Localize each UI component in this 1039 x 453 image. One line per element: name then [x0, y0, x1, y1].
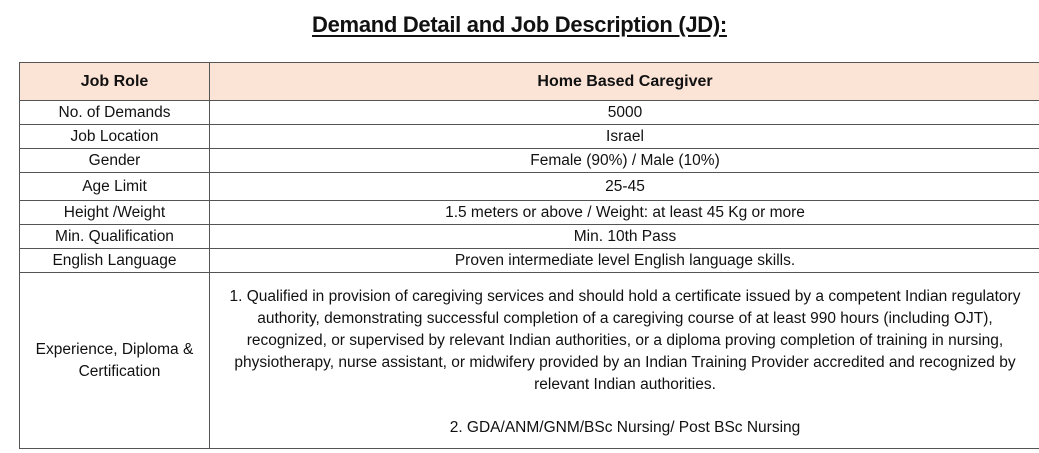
experience-item-2: 2. GDA/ANM/GNM/BSc Nursing/ Post BSc Nursing — [449, 419, 801, 436]
experience-label-line2: Certification — [78, 362, 161, 380]
row-value: Proven intermediate level English language skills. — [210, 249, 1039, 273]
row-value: 25-45 — [210, 173, 1039, 201]
table-row — [20, 101, 1039, 125]
row-value: 1.5 meters or above / Weight: at least 45 Kg or more — [210, 201, 1039, 225]
experience-value — [210, 273, 1039, 449]
row-label: Job Location — [20, 125, 210, 149]
row-value: Israel — [210, 125, 1039, 149]
row-value: Min. 10th Pass — [210, 225, 1039, 249]
row-label: English Language — [20, 249, 210, 273]
table-row — [20, 173, 1039, 201]
table-row — [20, 149, 1039, 173]
header-value: Home Based Caregiver — [210, 63, 1039, 101]
table-header-row — [20, 63, 1039, 101]
experience-label — [20, 273, 210, 449]
table-row — [20, 249, 1039, 273]
row-label: No. of Demands — [20, 101, 210, 125]
jd-table — [19, 62, 1039, 449]
experience-item-1: 1. Qualified in provision of caregiving services and should hold a certificate issued by a competent Indian regulatory authority, demonstrating successful completion of a caregiving course of at least 990 hours (including OJT), recognized, or supervised by relevant Indian authorities, or a diploma proving completion of training in nursing, physiotherapy, nurse assistant, or midwifery provided by an Indian Training Provider accredited and recognized by relevant Indian authorities. — [229, 288, 1021, 393]
document-title: Demand Detail and Job Description (JD): — [312, 12, 727, 37]
table-row — [20, 225, 1039, 249]
row-label: Height /Weight — [20, 201, 210, 225]
experience-row — [20, 273, 1039, 449]
row-value: Female (90%) / Male (10%) — [210, 149, 1039, 173]
table-row — [20, 125, 1039, 149]
table-row — [20, 201, 1039, 225]
row-label: Age Limit — [20, 173, 210, 201]
row-value: 5000 — [210, 101, 1039, 125]
header-label: Job Role — [20, 63, 210, 101]
row-label: Gender — [20, 149, 210, 173]
experience-label-line1: Experience, Diploma & — [35, 340, 194, 358]
row-label: Min. Qualification — [20, 225, 210, 249]
